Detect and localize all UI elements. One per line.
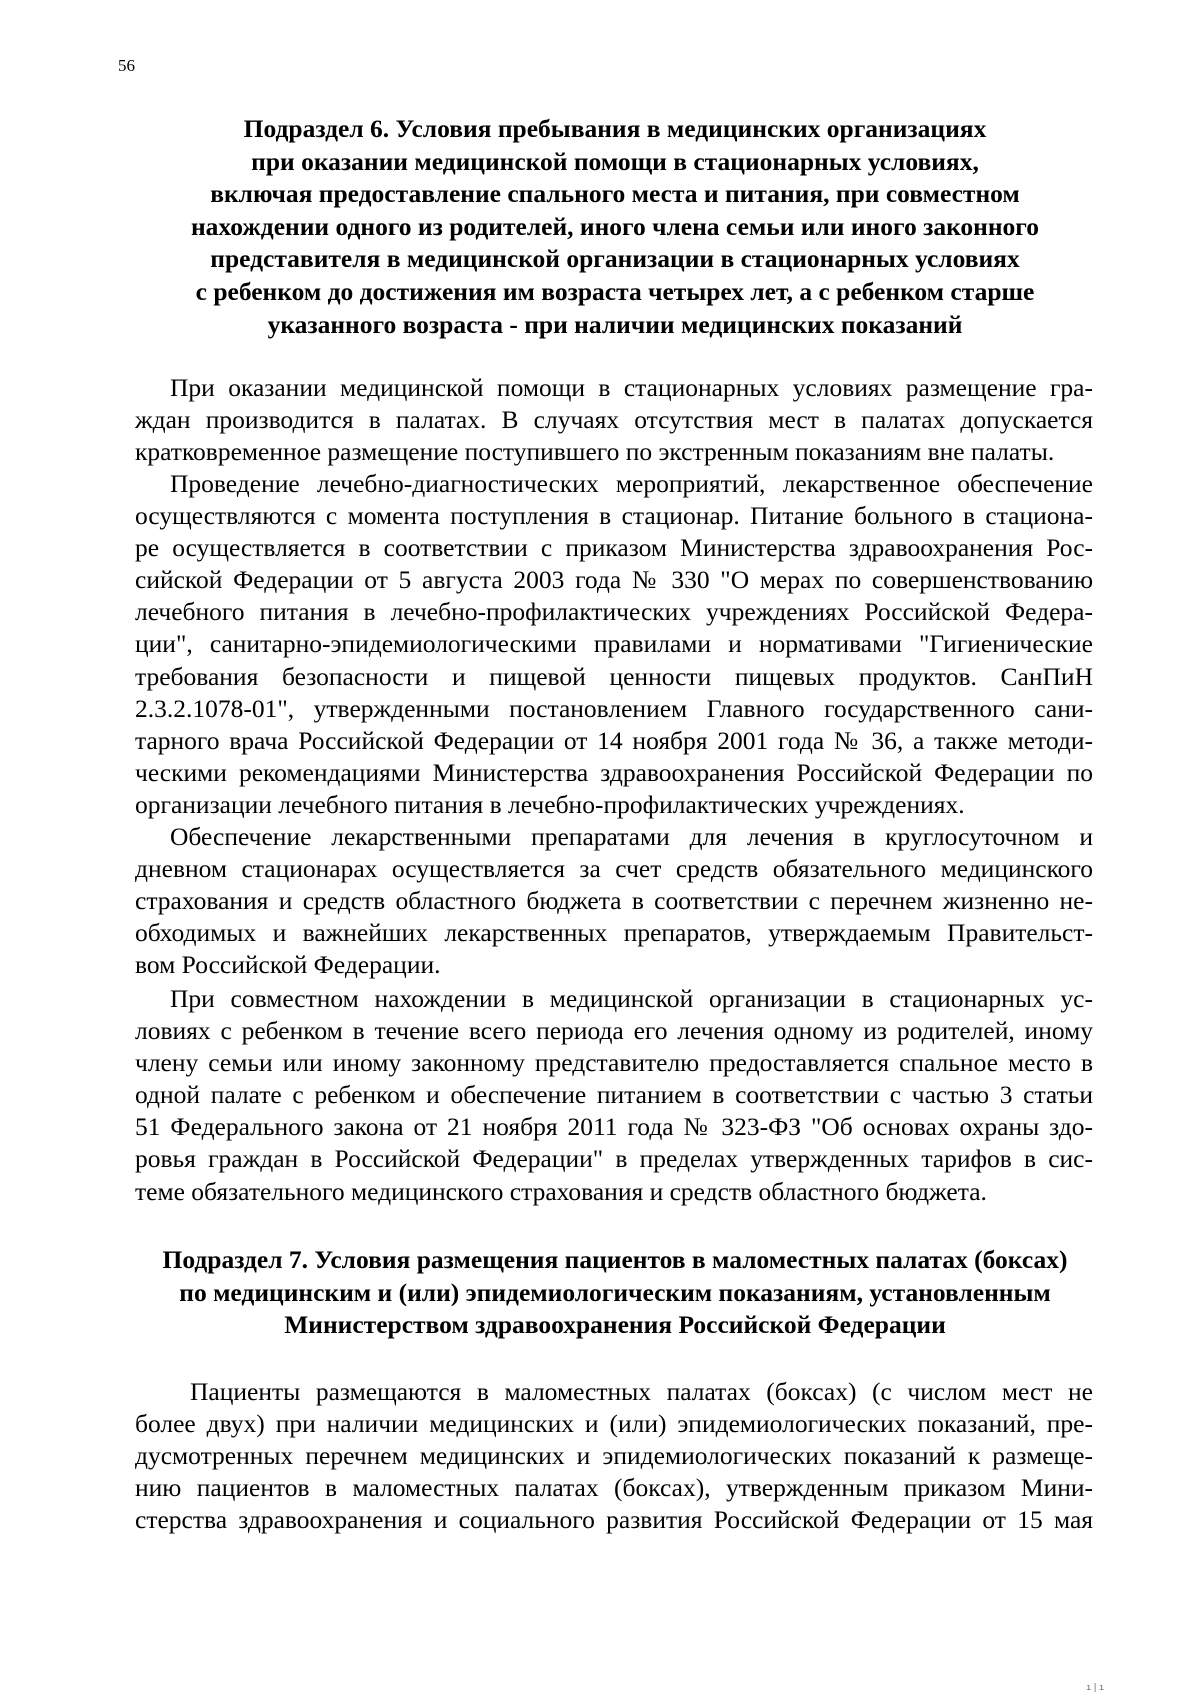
- text-line: обходимых и важнейших лекарственных препаратов, утверждаемым Правительст-: [135, 918, 1093, 948]
- page-number: 56: [118, 56, 135, 75]
- text-line: 51 Федерального закона от 21 ноября 2011 года № 323-ФЗ "Об основах охраны здо-: [135, 1112, 1093, 1142]
- subsection-6-paragraph-parent-stay: [135, 983, 1093, 1208]
- text-line: ческими рекомендациями Министерства здравоохранения Российской Федерации по: [135, 757, 1093, 787]
- text-line: члену семьи или иному законному представителю предоставляется спальное место в: [135, 1048, 1093, 1078]
- subsection-6-paragraph-placement: [135, 372, 1093, 468]
- subsection-7-title-line: Министерством здравоохранения Российской Федерации: [284, 1310, 946, 1340]
- subsection-7-title-line: по медицинским и (или) эпидемиологическим показаниям, установленным: [179, 1277, 1051, 1307]
- text-line: Обеспечение лекарственными препаратами для лечения в круглосуточном и: [170, 822, 1093, 851]
- text-line: ровья граждан в Российской Федерации" в пределах утвержденных тарифов в сис-: [135, 1144, 1093, 1174]
- text-line: лечебного питания в лечебно-профилактических учреждениях Российской Федера-: [135, 597, 1093, 627]
- subsection-6-title-line: Подраздел 6. Условия пребывания в медицинских организациях: [243, 114, 987, 143]
- text-line: стерства здравоохранения и социального развития Российской Федерации от 15 мая: [135, 1505, 1093, 1535]
- subsection-7-title-line: Подраздел 7. Условия размещения пациентов в маломестных палатах (боксах): [162, 1245, 1068, 1274]
- text-line: дусмотренных перечнем медицинских и эпидемиологических показаний к размеще-: [135, 1441, 1093, 1471]
- subsection-6-title-line: при оказании медицинской помощи в стационарных условиях,: [251, 146, 979, 176]
- subsection-6-title-line: нахождении одного из родителей, иного члена семьи или иного законного: [190, 211, 1040, 241]
- subsection-7-title: [130, 1244, 1100, 1342]
- text-line: При оказании медицинской помощи в стационарных условиях размещение гра-: [170, 373, 1093, 402]
- text-line: требования безопасности и пищевой ценности пищевых продуктов. СанПиН: [135, 661, 1093, 691]
- scan-artifact: ı|ı: [1086, 1683, 1106, 1693]
- text-line: ждан производится в палатах. В случаях отсутствия мест в палатах допускается: [135, 405, 1093, 435]
- subsection-6-title-line: указанного возраста - при наличии медицинских показаний: [267, 309, 963, 339]
- text-line: организации лечебного питания в лечебно-профилактических учреждениях.: [135, 789, 965, 819]
- text-line: ловиях с ребенком в течение всего периода его лечения одному из родителей, иному: [135, 1016, 1093, 1046]
- text-line: вом Российской Федерации.: [135, 950, 441, 980]
- text-line: Пациенты размещаются в маломестных палатах (боксах) (с числом мест не: [190, 1377, 1093, 1406]
- subsection-7-paragraph-small-wards: [135, 1376, 1093, 1536]
- text-line: ре осуществляется в соответствии с приказом Министерства здравоохранения Рос-: [135, 533, 1093, 563]
- text-line: одной палате с ребенком и обеспечение питанием в соответствии с частью 3 статьи: [135, 1080, 1093, 1110]
- subsection-6-paragraph-medication: [135, 821, 1093, 981]
- subsection-6-title-line: с ребенком до достижения им возраста четырех лет, а с ребенком старше: [195, 276, 1035, 306]
- text-line: осуществляются с момента поступления в стационар. Питание больного в стациона-: [135, 501, 1093, 531]
- text-line: 2.3.2.1078-01", утвержденными постановлением Главного государственного сани-: [135, 693, 1093, 723]
- text-line: страхования и средств областного бюджета в соответствии с перечнем жизненно не-: [135, 886, 1093, 916]
- text-line: дневном стационарах осуществляется за счет средств обязательного медицинского: [135, 854, 1093, 884]
- subsection-6-title-line: представителя в медицинской организации в стационарных условиях: [210, 244, 1020, 274]
- text-line: ции", санитарно-эпидемиологическими правилами и нормативами "Гигиенические: [135, 629, 1093, 659]
- subsection-6-paragraph-nutrition: [135, 468, 1093, 821]
- text-line: тарного врача Российской Федерации от 14 ноября 2001 года № 36, а также методи-: [135, 725, 1093, 755]
- text-line: нию пациентов в маломестных палатах (боксах), утвержденным приказом Мини-: [135, 1473, 1093, 1503]
- text-line: При совместном нахождении в медицинской организации в стационарных ус-: [170, 984, 1093, 1013]
- subsection-6-title-line: включая предоставление спального места и питания, при совместном: [210, 179, 1020, 209]
- subsection-6-title: [130, 113, 1100, 341]
- text-line: теме обязательного медицинского страхования и средств областного бюджета.: [135, 1176, 987, 1206]
- text-line: кратковременное размещение поступившего по экстренным показаниям вне палаты.: [135, 437, 1055, 467]
- text-line: более двух) при наличии медицинских и (или) эпидемиологических показаний, пре-: [135, 1409, 1093, 1439]
- text-line: Проведение лечебно-диагностических мероприятий, лекарственное обеспечение: [170, 469, 1093, 498]
- text-line: сийской Федерации от 5 августа 2003 года № 330 "О мерах по совершенствованию: [135, 565, 1093, 595]
